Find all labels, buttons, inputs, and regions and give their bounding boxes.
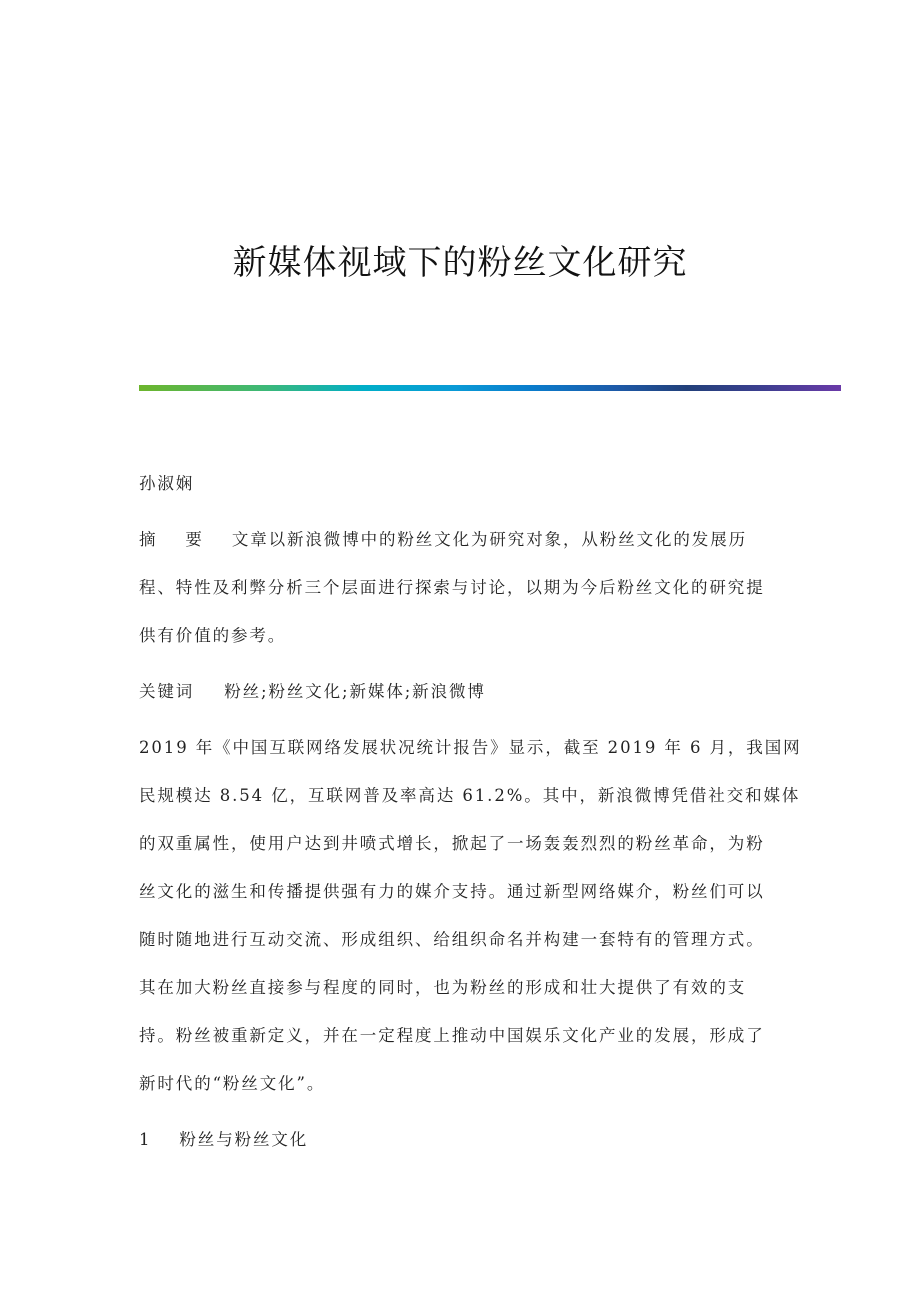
body-line: 民规模达 8.54 亿，互联网普及率高达 61.2%。其中，新浪微博凭借社交和媒体 xyxy=(139,786,801,805)
gradient-divider xyxy=(139,385,841,391)
section-title: 粉丝与粉丝文化 xyxy=(179,1130,309,1149)
abstract-label-2: 要 xyxy=(185,530,204,549)
keywords-line xyxy=(139,680,486,704)
section-number: 1 xyxy=(139,1130,152,1149)
abstract-line-3: 供有价值的参考。 xyxy=(139,626,287,645)
body-line: 丝文化的滋生和传播提供强有力的媒介支持。通过新型网络媒介，粉丝们可以 xyxy=(139,882,765,901)
abstract-line-2: 程、特性及利弊分析三个层面进行探索与讨论，以期为今后粉丝文化的研究提 xyxy=(139,578,765,597)
body-line: 其在加大粉丝直接参与程度的同时，也为粉丝的形成和壮大提供了有效的支 xyxy=(139,978,747,997)
section-heading xyxy=(139,1128,308,1152)
body-line: 2019 年《中国互联网络发展状况统计报告》显示，截至 2019 年 6 月，我国网 xyxy=(139,738,802,757)
body-line: 随时随地进行互动交流、形成组织、给组织命名并构建一套特有的管理方式。 xyxy=(139,930,765,949)
body-line: 的双重属性，使用户达到井喷式增长，掀起了一场轰轰烈烈的粉丝革命，为粉 xyxy=(139,834,765,853)
keywords-value: 粉丝;粉丝文化;新媒体;新浪微博 xyxy=(224,682,486,701)
abstract-label-1: 摘 xyxy=(139,530,158,549)
author-name: 孙淑娴 xyxy=(139,474,195,493)
keywords-label: 关键词 xyxy=(139,682,195,701)
body-line: 新时代的“粉丝文化”。 xyxy=(139,1074,326,1093)
body-line: 持。粉丝被重新定义，并在一定程度上推动中国娱乐文化产业的发展，形成了 xyxy=(139,1026,765,1045)
abstract-text: 文章以新浪微博中的粉丝文化为研究对象，从粉丝文化的发展历 xyxy=(231,530,748,549)
abstract-line-1 xyxy=(139,528,747,552)
document-title: 新媒体视域下的粉丝文化研究 xyxy=(232,242,688,283)
